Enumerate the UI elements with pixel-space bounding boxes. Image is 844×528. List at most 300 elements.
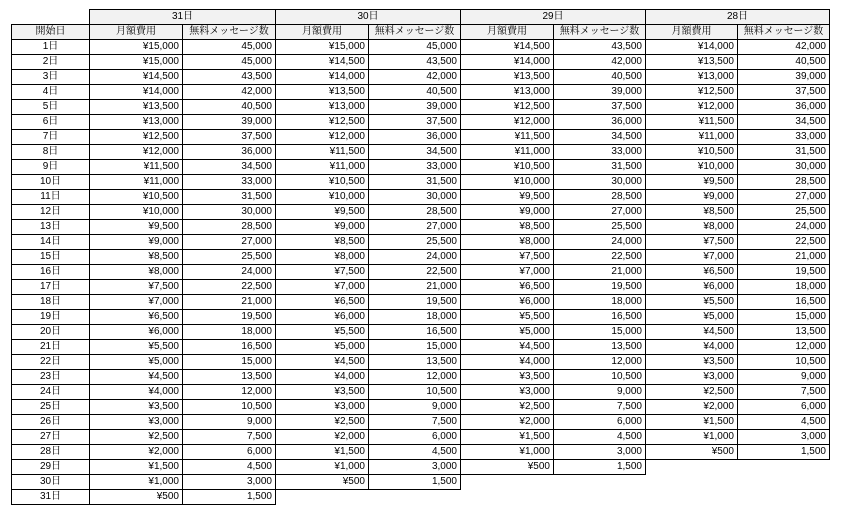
fee-cell: ¥6,000	[90, 325, 183, 340]
fee-cell: ¥13,000	[461, 85, 554, 100]
column-header-row	[12, 25, 830, 40]
table-row	[12, 145, 830, 160]
fee-cell: ¥2,500	[461, 400, 554, 415]
messages-cell: 45,000	[183, 40, 276, 55]
fee-cell: ¥7,500	[646, 235, 738, 250]
messages-cell: 19,500	[738, 265, 830, 280]
start-day-cell: 20日	[12, 325, 90, 340]
empty-cell	[276, 490, 369, 505]
messages-cell: 27,000	[554, 205, 646, 220]
fee-cell: ¥9,500	[646, 175, 738, 190]
fee-cell: ¥12,500	[646, 85, 738, 100]
messages-cell: 6,000	[554, 415, 646, 430]
fee-cell: ¥12,500	[276, 115, 369, 130]
fee-cell: ¥13,000	[276, 100, 369, 115]
start-day-cell: 17日	[12, 280, 90, 295]
messages-cell: 22,500	[738, 235, 830, 250]
messages-cell: 25,500	[554, 220, 646, 235]
table-row	[12, 205, 830, 220]
fee-cell: ¥500	[90, 490, 183, 505]
messages-cell: 9,000	[183, 415, 276, 430]
table-row	[12, 430, 830, 445]
messages-cell: 3,000	[369, 460, 461, 475]
fee-cell: ¥15,000	[90, 40, 183, 55]
fee-cell: ¥4,500	[90, 370, 183, 385]
messages-cell: 31,500	[183, 190, 276, 205]
table-row	[12, 130, 830, 145]
fee-cell: ¥5,500	[646, 295, 738, 310]
messages-cell: 7,500	[554, 400, 646, 415]
messages-cell: 30,000	[554, 175, 646, 190]
messages-cell: 3,000	[183, 475, 276, 490]
messages-cell: 22,500	[183, 280, 276, 295]
messages-cell: 1,500	[554, 460, 646, 475]
fee-cell: ¥13,500	[276, 85, 369, 100]
fee-cell: ¥3,500	[461, 370, 554, 385]
group-header-30: 30日	[276, 10, 461, 25]
messages-cell: 40,500	[554, 70, 646, 85]
messages-cell: 39,000	[554, 85, 646, 100]
fee-cell: ¥2,000	[276, 430, 369, 445]
fee-cell: ¥6,000	[276, 310, 369, 325]
fee-cell: ¥11,000	[646, 130, 738, 145]
messages-cell: 19,500	[554, 280, 646, 295]
messages-cell: 39,000	[369, 100, 461, 115]
fee-cell: ¥7,000	[90, 295, 183, 310]
empty-cell	[738, 460, 830, 475]
messages-cell: 39,000	[738, 70, 830, 85]
messages-cell: 40,500	[738, 55, 830, 70]
fee-cell: ¥1,000	[646, 430, 738, 445]
messages-cell: 43,500	[183, 70, 276, 85]
fee-cell: ¥3,000	[90, 415, 183, 430]
fee-cell: ¥2,000	[461, 415, 554, 430]
fee-cell: ¥14,000	[276, 70, 369, 85]
fee-cell: ¥9,000	[276, 220, 369, 235]
empty-cell	[554, 475, 646, 490]
fee-cell: ¥8,500	[90, 250, 183, 265]
messages-cell: 7,500	[183, 430, 276, 445]
messages-cell: 15,000	[369, 340, 461, 355]
empty-cell	[646, 460, 738, 475]
fee-cell: ¥10,000	[276, 190, 369, 205]
start-day-cell: 28日	[12, 445, 90, 460]
fee-cell: ¥13,500	[646, 55, 738, 70]
fee-cell: ¥13,000	[646, 70, 738, 85]
fee-cell: ¥10,500	[646, 145, 738, 160]
messages-cell: 12,000	[554, 355, 646, 370]
messages-cell: 36,000	[369, 130, 461, 145]
messages-cell: 19,500	[183, 310, 276, 325]
messages-cell: 39,000	[183, 115, 276, 130]
fee-cell: ¥5,500	[461, 310, 554, 325]
empty-cell	[646, 475, 738, 490]
fee-cell: ¥14,500	[461, 40, 554, 55]
messages-header: 無料メッセージ数	[738, 25, 830, 40]
fee-cell: ¥6,000	[646, 280, 738, 295]
messages-cell: 1,500	[738, 445, 830, 460]
fee-cell: ¥15,000	[90, 55, 183, 70]
messages-cell: 21,000	[369, 280, 461, 295]
messages-header: 無料メッセージ数	[183, 25, 276, 40]
start-day-cell: 24日	[12, 385, 90, 400]
fee-cell: ¥11,500	[461, 130, 554, 145]
fee-cell: ¥5,000	[276, 340, 369, 355]
messages-cell: 33,000	[183, 175, 276, 190]
fee-cell: ¥9,500	[90, 220, 183, 235]
fee-cell: ¥11,000	[90, 175, 183, 190]
table-row	[12, 100, 830, 115]
start-day-cell: 12日	[12, 205, 90, 220]
start-day-header: 開始日	[12, 25, 90, 40]
start-day-cell: 2日	[12, 55, 90, 70]
messages-cell: 21,000	[738, 250, 830, 265]
messages-cell: 6,000	[369, 430, 461, 445]
fee-cell: ¥8,500	[461, 220, 554, 235]
messages-cell: 24,000	[369, 250, 461, 265]
start-day-cell: 25日	[12, 400, 90, 415]
fee-cell: ¥7,000	[646, 250, 738, 265]
fee-header: 月額費用	[276, 25, 369, 40]
fee-cell: ¥10,500	[461, 160, 554, 175]
fee-cell: ¥12,500	[461, 100, 554, 115]
messages-cell: 6,000	[183, 445, 276, 460]
fee-cell: ¥2,000	[90, 445, 183, 460]
messages-cell: 25,500	[369, 235, 461, 250]
empty-cell	[738, 490, 830, 505]
fee-cell: ¥10,500	[90, 190, 183, 205]
messages-cell: 16,500	[183, 340, 276, 355]
messages-cell: 27,000	[369, 220, 461, 235]
fee-cell: ¥4,500	[276, 355, 369, 370]
fee-cell: ¥9,000	[461, 205, 554, 220]
messages-cell: 28,500	[183, 220, 276, 235]
messages-cell: 33,000	[554, 145, 646, 160]
messages-header: 無料メッセージ数	[369, 25, 461, 40]
table-row	[12, 40, 830, 55]
messages-cell: 12,000	[369, 370, 461, 385]
table-row	[12, 295, 830, 310]
messages-cell: 28,500	[369, 205, 461, 220]
table-row	[12, 70, 830, 85]
messages-cell: 22,500	[369, 265, 461, 280]
fee-cell: ¥8,000	[646, 220, 738, 235]
fee-cell: ¥2,000	[646, 400, 738, 415]
messages-cell: 18,000	[369, 310, 461, 325]
fee-cell: ¥7,000	[461, 265, 554, 280]
fee-cell: ¥8,000	[276, 250, 369, 265]
messages-cell: 33,000	[738, 130, 830, 145]
table-body	[12, 40, 830, 505]
messages-cell: 37,500	[369, 115, 461, 130]
table-row	[12, 325, 830, 340]
table-row	[12, 310, 830, 325]
month-length-header-row	[12, 10, 830, 25]
messages-cell: 10,500	[183, 400, 276, 415]
empty-cell	[461, 490, 554, 505]
fee-cell: ¥3,500	[90, 400, 183, 415]
messages-cell: 36,000	[738, 100, 830, 115]
fee-cell: ¥9,000	[646, 190, 738, 205]
fee-cell: ¥10,000	[646, 160, 738, 175]
fee-cell: ¥10,500	[276, 175, 369, 190]
start-day-cell: 14日	[12, 235, 90, 250]
header-corner	[12, 10, 90, 25]
fee-cell: ¥14,500	[276, 55, 369, 70]
fee-cell: ¥13,000	[90, 115, 183, 130]
fee-cell: ¥12,000	[646, 100, 738, 115]
messages-cell: 31,500	[369, 175, 461, 190]
messages-cell: 4,500	[738, 415, 830, 430]
fee-cell: ¥14,000	[646, 40, 738, 55]
messages-cell: 4,500	[554, 430, 646, 445]
fee-cell: ¥4,000	[461, 355, 554, 370]
fee-cell: ¥15,000	[276, 40, 369, 55]
table-row	[12, 280, 830, 295]
fee-cell: ¥8,000	[90, 265, 183, 280]
fee-cell: ¥2,500	[276, 415, 369, 430]
start-day-cell: 13日	[12, 220, 90, 235]
fee-cell: ¥11,500	[276, 145, 369, 160]
fee-cell: ¥9,500	[276, 205, 369, 220]
group-header-31: 31日	[90, 10, 276, 25]
table-row	[12, 250, 830, 265]
messages-cell: 22,500	[554, 250, 646, 265]
empty-cell	[461, 475, 554, 490]
start-day-cell: 23日	[12, 370, 90, 385]
messages-cell: 25,500	[738, 205, 830, 220]
messages-cell: 30,000	[369, 190, 461, 205]
fee-cell: ¥10,000	[90, 205, 183, 220]
fee-cell: ¥500	[646, 445, 738, 460]
fee-cell: ¥6,500	[646, 265, 738, 280]
table-row	[12, 55, 830, 70]
group-header-28: 28日	[646, 10, 830, 25]
messages-cell: 21,000	[554, 265, 646, 280]
messages-cell: 24,000	[554, 235, 646, 250]
table-row	[12, 490, 830, 505]
messages-cell: 37,500	[554, 100, 646, 115]
messages-cell: 18,000	[183, 325, 276, 340]
messages-cell: 7,500	[738, 385, 830, 400]
messages-cell: 19,500	[369, 295, 461, 310]
start-day-cell: 21日	[12, 340, 90, 355]
messages-cell: 9,000	[554, 385, 646, 400]
fee-cell: ¥4,000	[276, 370, 369, 385]
messages-cell: 34,500	[554, 130, 646, 145]
table-row	[12, 385, 830, 400]
messages-cell: 45,000	[369, 40, 461, 55]
fee-header: 月額費用	[461, 25, 554, 40]
fee-cell: ¥12,000	[90, 145, 183, 160]
messages-cell: 33,000	[369, 160, 461, 175]
messages-cell: 16,500	[738, 295, 830, 310]
empty-cell	[554, 490, 646, 505]
fee-header: 月額費用	[90, 25, 183, 40]
start-day-cell: 15日	[12, 250, 90, 265]
messages-cell: 9,000	[369, 400, 461, 415]
fee-cell: ¥3,000	[276, 400, 369, 415]
messages-cell: 15,000	[554, 325, 646, 340]
messages-cell: 40,500	[183, 100, 276, 115]
table-row	[12, 370, 830, 385]
messages-cell: 13,500	[738, 325, 830, 340]
messages-cell: 12,000	[183, 385, 276, 400]
fee-cell: ¥7,500	[461, 250, 554, 265]
fee-cell: ¥11,000	[276, 160, 369, 175]
fee-cell: ¥500	[461, 460, 554, 475]
messages-cell: 4,500	[183, 460, 276, 475]
fee-cell: ¥1,000	[90, 475, 183, 490]
fee-cell: ¥12,000	[276, 130, 369, 145]
empty-cell	[738, 475, 830, 490]
messages-cell: 15,000	[738, 310, 830, 325]
start-day-cell: 6日	[12, 115, 90, 130]
messages-cell: 24,000	[738, 220, 830, 235]
messages-cell: 3,000	[554, 445, 646, 460]
fee-cell: ¥1,000	[461, 445, 554, 460]
fee-cell: ¥6,500	[276, 295, 369, 310]
fee-cell: ¥9,500	[461, 190, 554, 205]
messages-cell: 13,500	[554, 340, 646, 355]
fee-cell: ¥14,000	[90, 85, 183, 100]
messages-cell: 37,500	[738, 85, 830, 100]
messages-cell: 21,000	[183, 295, 276, 310]
messages-cell: 3,000	[738, 430, 830, 445]
messages-cell: 7,500	[369, 415, 461, 430]
messages-cell: 28,500	[738, 175, 830, 190]
fee-cell: ¥2,500	[646, 385, 738, 400]
fee-cell: ¥6,500	[90, 310, 183, 325]
fee-header: 月額費用	[646, 25, 738, 40]
messages-header: 無料メッセージ数	[554, 25, 646, 40]
start-day-cell: 30日	[12, 475, 90, 490]
fee-cell: ¥6,500	[461, 280, 554, 295]
messages-cell: 6,000	[738, 400, 830, 415]
table-row	[12, 445, 830, 460]
messages-cell: 34,500	[369, 145, 461, 160]
fee-cell: ¥6,000	[461, 295, 554, 310]
table-row	[12, 160, 830, 175]
fee-cell: ¥5,000	[461, 325, 554, 340]
messages-cell: 36,000	[554, 115, 646, 130]
table-row	[12, 460, 830, 475]
fee-cell: ¥5,000	[646, 310, 738, 325]
empty-cell	[646, 490, 738, 505]
messages-cell: 37,500	[183, 130, 276, 145]
start-day-cell: 22日	[12, 355, 90, 370]
messages-cell: 34,500	[738, 115, 830, 130]
start-day-cell: 29日	[12, 460, 90, 475]
fee-cell: ¥4,000	[646, 340, 738, 355]
messages-cell: 36,000	[183, 145, 276, 160]
fee-cell: ¥12,000	[461, 115, 554, 130]
fee-cell: ¥7,500	[90, 280, 183, 295]
start-day-cell: 31日	[12, 490, 90, 505]
fee-cell: ¥9,000	[90, 235, 183, 250]
messages-cell: 30,000	[738, 160, 830, 175]
start-day-cell: 27日	[12, 430, 90, 445]
messages-cell: 18,000	[554, 295, 646, 310]
messages-cell: 15,000	[183, 355, 276, 370]
pricing-table	[11, 9, 830, 505]
fee-cell: ¥13,500	[90, 100, 183, 115]
fee-cell: ¥1,500	[276, 445, 369, 460]
table-row	[12, 415, 830, 430]
fee-cell: ¥10,000	[461, 175, 554, 190]
fee-cell: ¥7,500	[276, 265, 369, 280]
fee-cell: ¥1,500	[461, 430, 554, 445]
fee-cell: ¥5,000	[90, 355, 183, 370]
messages-cell: 43,500	[369, 55, 461, 70]
table-row	[12, 85, 830, 100]
fee-cell: ¥5,500	[90, 340, 183, 355]
start-day-cell: 26日	[12, 415, 90, 430]
fee-cell: ¥12,500	[90, 130, 183, 145]
fee-cell: ¥500	[276, 475, 369, 490]
fee-cell: ¥11,500	[646, 115, 738, 130]
fee-cell: ¥4,500	[461, 340, 554, 355]
table-row	[12, 400, 830, 415]
table-row	[12, 355, 830, 370]
messages-cell: 16,500	[554, 310, 646, 325]
fee-cell: ¥2,500	[90, 430, 183, 445]
messages-cell: 18,000	[738, 280, 830, 295]
fee-cell: ¥1,000	[276, 460, 369, 475]
fee-cell: ¥8,500	[276, 235, 369, 250]
messages-cell: 27,000	[738, 190, 830, 205]
start-day-cell: 16日	[12, 265, 90, 280]
messages-cell: 28,500	[554, 190, 646, 205]
messages-cell: 10,500	[554, 370, 646, 385]
fee-cell: ¥11,500	[90, 160, 183, 175]
start-day-cell: 4日	[12, 85, 90, 100]
table-row	[12, 175, 830, 190]
fee-cell: ¥14,000	[461, 55, 554, 70]
messages-cell: 16,500	[369, 325, 461, 340]
fee-cell: ¥3,000	[461, 385, 554, 400]
messages-cell: 4,500	[369, 445, 461, 460]
fee-cell: ¥8,500	[646, 205, 738, 220]
messages-cell: 31,500	[738, 145, 830, 160]
fee-cell: ¥3,500	[646, 355, 738, 370]
messages-cell: 12,000	[738, 340, 830, 355]
start-day-cell: 18日	[12, 295, 90, 310]
messages-cell: 24,000	[183, 265, 276, 280]
table-row	[12, 265, 830, 280]
start-day-cell: 7日	[12, 130, 90, 145]
table-row	[12, 190, 830, 205]
table-row	[12, 235, 830, 250]
empty-cell	[369, 490, 461, 505]
table-row	[12, 115, 830, 130]
start-day-cell: 19日	[12, 310, 90, 325]
start-day-cell: 8日	[12, 145, 90, 160]
start-day-cell: 10日	[12, 175, 90, 190]
table-row	[12, 220, 830, 235]
table-row	[12, 340, 830, 355]
fee-cell: ¥1,500	[90, 460, 183, 475]
messages-cell: 9,000	[738, 370, 830, 385]
messages-cell: 40,500	[369, 85, 461, 100]
fee-cell: ¥4,500	[646, 325, 738, 340]
messages-cell: 42,000	[738, 40, 830, 55]
fee-cell: ¥4,000	[90, 385, 183, 400]
fee-cell: ¥3,500	[276, 385, 369, 400]
fee-cell: ¥3,000	[646, 370, 738, 385]
fee-cell: ¥11,000	[461, 145, 554, 160]
messages-cell: 27,000	[183, 235, 276, 250]
